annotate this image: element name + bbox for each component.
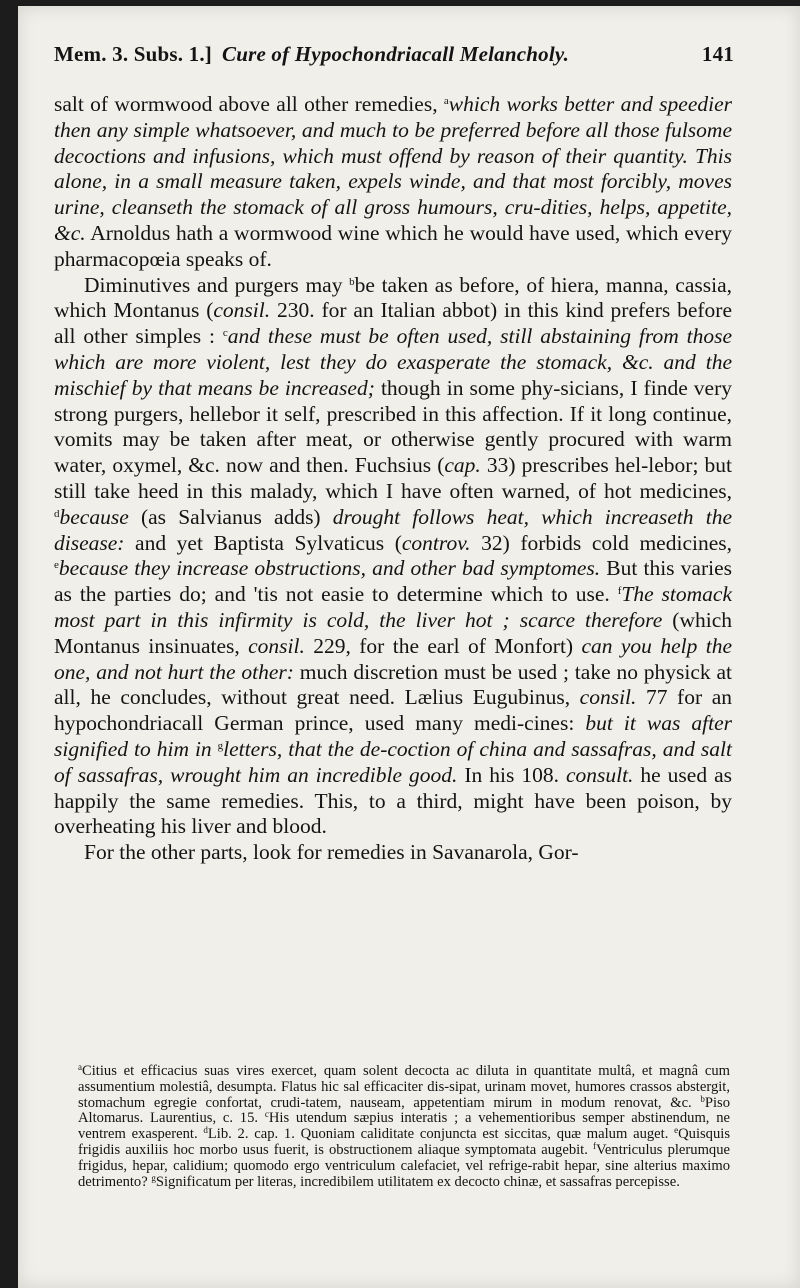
italic-span: which works better and speedier then any simple whatsoever, and much to be preferred before all those fulsome decoctions and infusions, which must offend by reason of their quantity. This alone, in a small measure taken, expels winde, and that most forcibly, moves urine, cleanseth the stomack of all gross humours, cru-dities, helps, appetite, &c.	[54, 92, 732, 245]
text-span: Diminutives and purgers may	[84, 272, 350, 297]
italic-span: consil.	[213, 298, 271, 323]
footnote-marker: a	[443, 95, 449, 107]
text-span: (which Montanus insinuates,	[54, 607, 733, 658]
footnote-marker: d	[203, 1125, 208, 1136]
italic-span: controv.	[401, 530, 471, 555]
text-span: 230. for an Italian abbot) in this kind prefers before all other simples :	[54, 298, 732, 349]
text-span: Arnoldus hath a wormwood wine which he would have used, which every pharmacopœia speaks of.	[54, 220, 732, 271]
running-title: Cure of Hypochondriacall Melancholy.	[222, 42, 570, 66]
footnote-marker: g	[217, 739, 224, 752]
text-span: though in some phy-sicians, I finde very strong purgers, hellebor it self, prescribed in this affection. If it long continue, vomits may be taken after meat, or otherwise gently procured with warm water, oxymel, &c. now and then. Fuchsius (	[54, 375, 732, 478]
text-span: salt of wormwood above all other remedies,	[54, 92, 444, 116]
section-reference: Mem. 3. Subs. 1.]	[54, 42, 212, 66]
text-span: much discretion must be used ; take no physick at all, he concludes, without great need. Lælius Eugubinus,	[54, 659, 733, 710]
italic-span: cap.	[444, 453, 481, 478]
text-span: 33) prescribes hel-lebor; but still take heed in this malady, which I have often warned, of hot medicines,	[54, 453, 732, 503]
text-span: Ventriculus plerumque frigidus, hepar, calidium; quomodo ergo ventriculum calefaciet, vel refrige-rabit hepar, sine alterius maximo detrimento?	[78, 1141, 730, 1190]
italic-span: consil.	[248, 633, 305, 658]
footnote-marker: d	[54, 507, 60, 520]
text-span: 229, for the earl of Monfort)	[304, 633, 582, 658]
text-span: Quisquis frigidis auxiliis hoc morbo usus fuerit, is obstructionem aliaque symptomata augebit.	[78, 1126, 731, 1158]
text-span: In his 108.	[457, 762, 566, 787]
text-span: 32) forbids cold medicines,	[470, 530, 732, 555]
italic-span: can you help the one, and not hurt the other:	[54, 633, 732, 684]
footnote-marker: a	[78, 1062, 82, 1072]
text-span: Piso Altomarus. Laurentius, c. 15.	[78, 1094, 730, 1127]
italic-span: because	[59, 504, 129, 529]
text-span: be taken as before, of hiera, manna, cassia, which Montanus (	[54, 272, 732, 323]
text-span: 77 for an hypochondriacall German prince, used many medi-cines:	[54, 685, 732, 736]
text-span: Citius et efficacius suas vires exercet, quam solent decocta ac diluta in quantitate multâ, et magnâ cum assumentium molestiâ, desumpta. Flatus hic sal efficaciter dis-sipat, urinam movet, humores crassos abstergit, stomachum egregie confortat, crudi-tatem, nauseam, appetentiam mirum in modum renovat, &c.	[78, 1063, 730, 1111]
main-text	[54, 92, 732, 866]
paragraph	[54, 840, 732, 866]
footnote-marker: f	[617, 585, 622, 598]
text-span: and yet Baptista Sylvaticus (	[124, 530, 402, 555]
italic-span: because they increase obstructions, and other bad symptomes.	[58, 556, 601, 581]
paragraph	[54, 92, 732, 273]
italic-span: letters, that the de-coction of china and sassafras, and salt of sassafras, wrought him an incredible good.	[54, 736, 732, 787]
footnotes	[78, 1064, 730, 1190]
book-page	[18, 6, 800, 1288]
italic-span: The stomack most part in this infirmity is cold, the liver hot ; scarce therefore	[54, 582, 732, 632]
page-number: 141	[701, 42, 734, 66]
footnote-marker: f	[593, 1140, 596, 1151]
footnote-marker: g	[151, 1172, 156, 1183]
footnote-marker: b	[700, 1093, 705, 1104]
italic-span: and these must be often used, still abstaining from those which are more violent, lest they do exasperate the stomack, &c. and the mischief by that means be increased;	[54, 324, 733, 400]
footnote-block	[78, 1064, 730, 1190]
text-span: he used as happily the same remedies. This, to a third, might have been poison, by overheating his liver and blood.	[54, 762, 732, 839]
text-span: But this varies as the parties do; and 'tis not easie to determine which to use.	[54, 556, 732, 607]
text-span: For the other parts, look for remedies in Savanarola, Gor-	[84, 840, 579, 865]
footnote-marker: c	[222, 327, 228, 340]
italic-span: but it was after signified to him in	[54, 711, 732, 761]
italic-span: consult.	[565, 762, 634, 787]
footnote-marker: e	[674, 1125, 679, 1136]
running-header	[54, 42, 734, 67]
footnote-marker: c	[264, 1109, 269, 1120]
italic-span: drought follows heat, which increaseth the disease:	[54, 504, 732, 555]
text-span: (as Salvianus adds)	[128, 504, 333, 529]
italic-span: consil.	[579, 685, 637, 710]
paragraph	[54, 273, 732, 841]
text-span: His utendum sæpius interatis ; a vehementioribus semper abstinendum, ne ventrem exasperent.	[78, 1110, 731, 1143]
footnote-marker: b	[349, 275, 355, 288]
footnote-marker: e	[54, 559, 59, 572]
text-span: Lib. 2. cap. 1. Quoniam caliditate conjuncta est siccitas, quæ malum auget.	[207, 1126, 675, 1143]
text-span: Significatum per literas, incredibilem utilitatem ex decocto chinæ, et sassafras percepisse.	[155, 1173, 680, 1190]
